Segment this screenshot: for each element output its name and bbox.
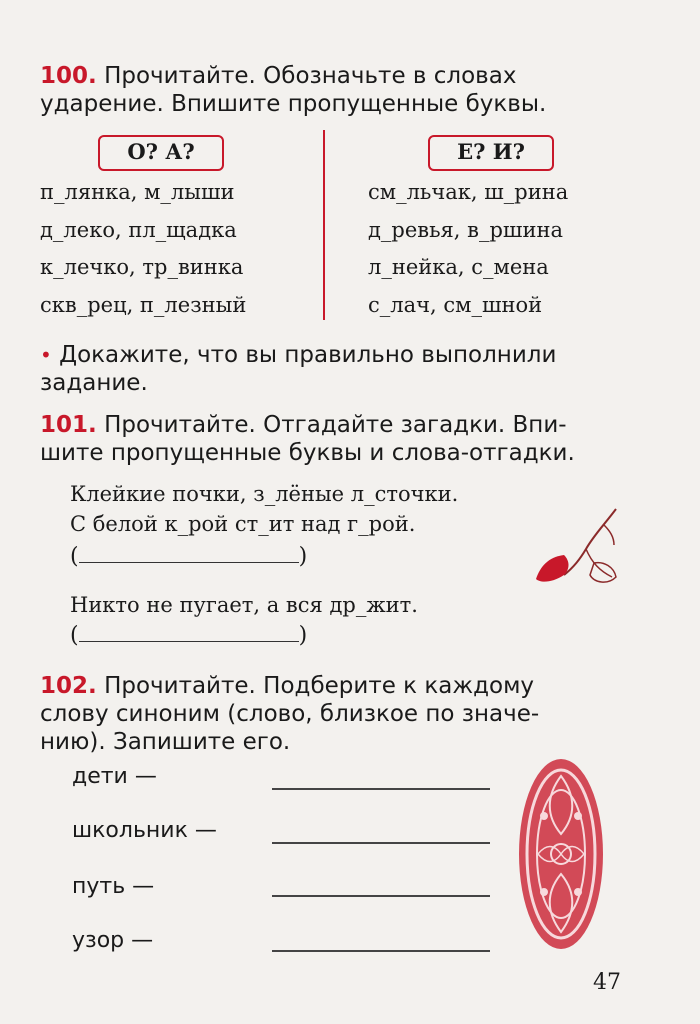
riddle-1-line-2: С белой к_рой ст_ит над г_рой.	[70, 512, 416, 536]
vowel-box-right: Е? И?	[428, 135, 554, 171]
task-number: 101.	[40, 412, 97, 438]
instruction-text: задание.	[40, 370, 148, 396]
vowel-box-left: О? А?	[98, 135, 224, 171]
word-pair: скв_рец, п_лезный	[40, 292, 247, 317]
task-number: 100.	[40, 63, 97, 89]
instruction-text: ударение. Впишите пропущенные буквы.	[40, 91, 547, 117]
task-101-instruction	[40, 411, 625, 467]
instruction-text: Прочитайте. Подберите к каждому	[104, 673, 535, 699]
task-number: 102.	[40, 673, 97, 699]
synonym-word-schoolboy: школьник —	[72, 818, 217, 843]
riddle-2-answer-blank[interactable]	[70, 623, 307, 648]
word-pair: д_ревья, в_ршина	[368, 217, 563, 242]
word-pair: п_лянка, м_лыши	[40, 180, 235, 204]
riddle-2-line-1: Никто не пугает, а вся др_жит.	[70, 593, 418, 617]
synonym-answer-line[interactable]	[272, 788, 490, 790]
paren-open: (	[70, 623, 79, 648]
instruction-text: шите пропущенные буквы и слова-отгадки.	[40, 440, 575, 466]
word-column-right	[368, 180, 568, 330]
synonym-word-path: путь —	[72, 874, 155, 899]
word-pair: с_лач, см_шной	[368, 292, 543, 317]
riddle-1-line-1: Клейкие почки, з_лёные л_сточки.	[70, 482, 459, 506]
ornament-pattern-icon	[516, 756, 606, 952]
paren-close: )	[298, 623, 308, 648]
word-column-left	[40, 180, 246, 330]
paren-close: )	[298, 544, 308, 569]
instruction-text: Прочитайте. Отгадайте загадки. Впи-	[104, 412, 567, 438]
word-pair: д_леко, пл_щадка	[40, 217, 237, 242]
riddle-1-answer-blank[interactable]	[70, 544, 307, 569]
answer-line[interactable]	[79, 623, 299, 642]
page-number: 47	[593, 970, 621, 995]
instruction-text: Прочитайте. Обозначьте в словах	[104, 63, 517, 89]
synonym-answer-line[interactable]	[272, 842, 490, 844]
task-100-instruction	[40, 62, 625, 118]
paren-open: (	[70, 544, 79, 569]
birch-branch-icon	[534, 505, 624, 595]
synonym-answer-line[interactable]	[272, 895, 490, 897]
instruction-text: нию). Запишите его.	[40, 729, 291, 755]
column-divider	[323, 130, 325, 320]
synonym-answer-line[interactable]	[272, 950, 490, 952]
synonym-word-pattern: узор —	[72, 928, 154, 953]
instruction-text: слову синоним (слово, близкое по значе-	[40, 701, 540, 727]
synonym-word-children: дети —	[72, 764, 157, 789]
word-pair: к_лечко, тр_винка	[40, 255, 244, 279]
task-102-instruction	[40, 672, 625, 756]
answer-line[interactable]	[79, 544, 299, 563]
prove-instruction	[40, 341, 625, 397]
bullet-icon: •	[40, 343, 52, 367]
word-pair: л_нейка, с_мена	[368, 255, 549, 279]
instruction-text: Докажите, что вы правильно выполнили	[59, 342, 557, 368]
word-pair: см_льчак, ш_рина	[368, 180, 569, 204]
